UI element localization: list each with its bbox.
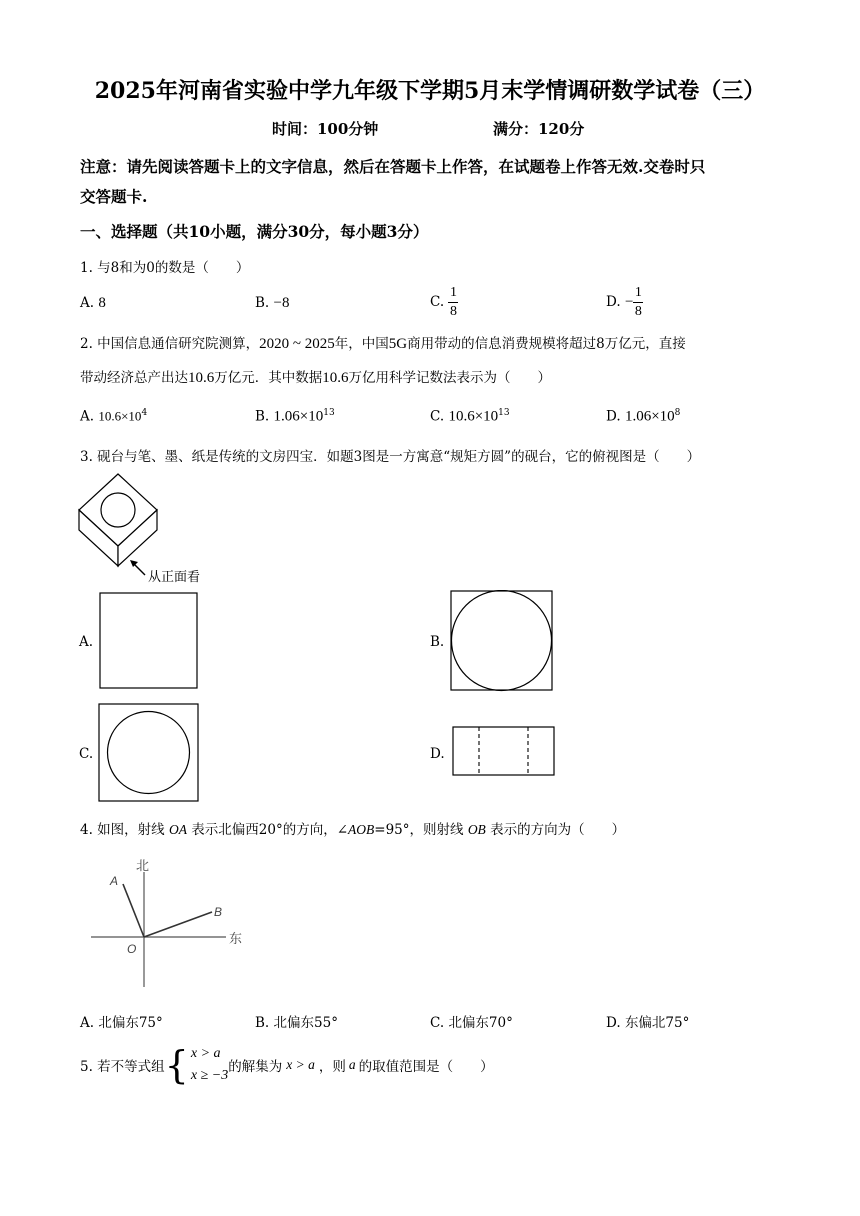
north-label: 北 (136, 858, 150, 873)
q2-option-a: A. $10.6\times 10^4$ (80, 408, 148, 425)
q1-c-fraction: $\frac{1}{8}$ (449, 285, 457, 319)
q3-stem: 3. 砚台与笔、墨、纸是传统的文房四宝．如题3图是一方寓意“规矩方圆”的砚台，它的俯视图是（ ） (80, 449, 701, 465)
q3-option-b-label: B. (430, 634, 445, 650)
east-label: 东 (229, 931, 243, 946)
section-heading: 一、选择题（共10小题，满分30分，每小题3分） (80, 222, 429, 241)
q1-d-fraction: $\frac{1}{8}$ (634, 285, 642, 319)
point-o-label: O (127, 942, 137, 956)
q3-option-a-label: A. (79, 634, 94, 650)
q1-option-a: A. 8 (80, 295, 106, 311)
q4-option-d: D. 东偏北75° (606, 1015, 690, 1031)
exam-score: 满分：120分 (493, 120, 585, 138)
front-view-label: 从正面看 (148, 570, 201, 585)
exam-notice (80, 152, 785, 212)
q1-stem: 1. 与8和为0的数是（ ） (80, 260, 250, 276)
q1-option-d: D. − $\frac{1}{8}$ (606, 285, 642, 319)
q4-stem: 4. 如图，射线 OA 表示北偏西20°的方向，∠AOB=95°，则射线 OB 表示的方向为（ ） (80, 822, 626, 838)
notice-line-1: 注意：请先阅读答题卡上的文字信息，然后在答题卡上作答，在试题卷上作答无效.交卷时只 (80, 157, 706, 176)
q3-option-b-figure (450, 590, 554, 692)
q3-option-c-label: C. (79, 746, 94, 762)
q5-stem: 5. 若不等式组 { x > a x ≥ −3 的解集为 x > a ，则 a 的取值范围是（ ） (80, 1043, 494, 1087)
q2-stem-line-2: 带动经济总产出达10.6万亿元．其中数据10.6万亿用科学记数法表示为（ ） (80, 370, 551, 386)
q3-option-a-figure (99, 592, 199, 690)
direction-figure (86, 852, 256, 992)
exam-time: 时间：100分钟 (272, 120, 379, 138)
q4-option-b: B. 北偏东55° (255, 1015, 338, 1031)
q2-option-d: D. $1.06\times 10^8$ (606, 408, 681, 425)
q1-option-c: C. $\frac{1}{8}$ (430, 285, 457, 319)
q2-option-c: C. $10.6\times 10^{13}$ (430, 408, 510, 425)
point-b-label: B (214, 905, 223, 919)
inequality-system: { x > a x ≥ −3 (164, 1043, 229, 1087)
q3-option-d-label: D. (430, 746, 445, 762)
q2-stem-line-1: 2. 中国信息通信研究院测算，2020 ~ 2025年，中国5G商用带动的信息消费规模将超过8万亿元，直接 (80, 336, 686, 352)
q3-option-d-figure (452, 726, 556, 778)
q3-option-c-figure (98, 703, 200, 803)
q1-option-b: B. −8 (255, 295, 290, 311)
q2-option-b: B. $1.06\times 10^{13}$ (255, 408, 335, 425)
notice-line-2: 交答题卡. (80, 187, 148, 206)
q4-option-c: C. 北偏东70° (430, 1015, 513, 1031)
q4-option-a: A. 北偏东75° (80, 1015, 163, 1031)
exam-title: 2025年河南省实验中学九年级下学期5月末学情调研数学试卷（三） (94, 78, 766, 104)
point-a-label: A (110, 874, 119, 888)
